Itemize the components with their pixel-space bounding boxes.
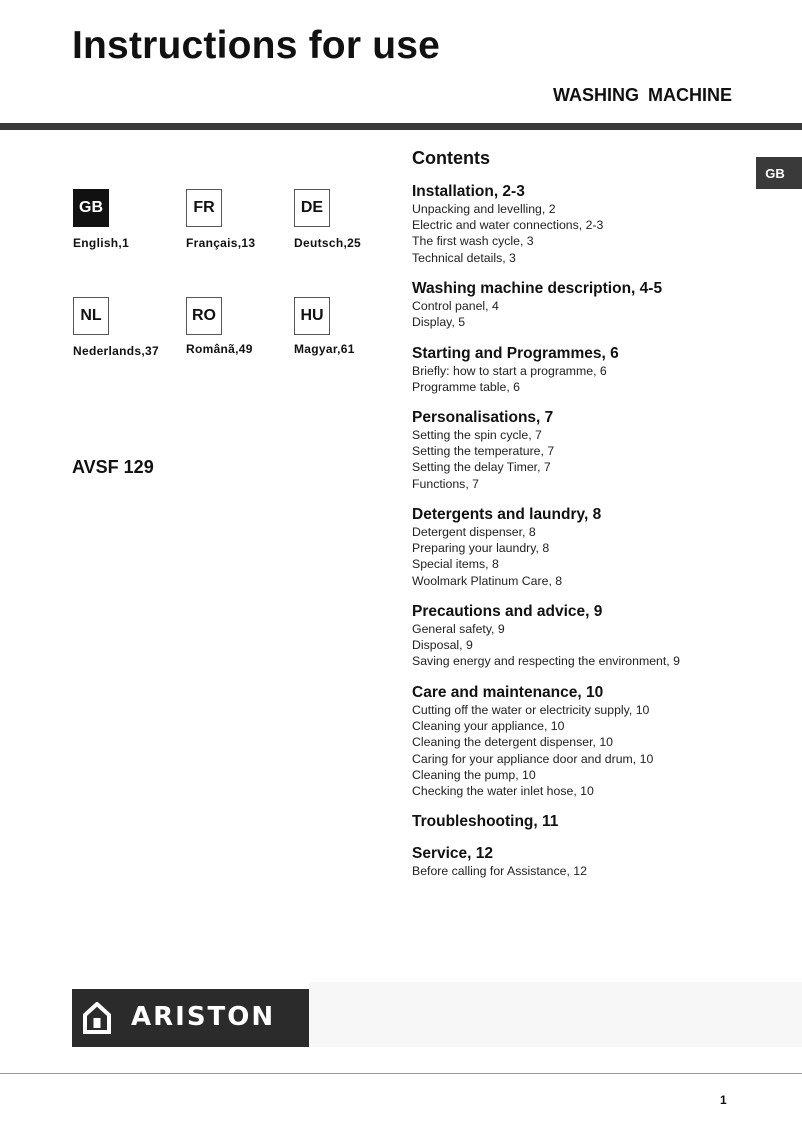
toc-item[interactable]: Special items, 8 <box>412 557 499 572</box>
footer-band <box>309 982 802 1047</box>
toc-item[interactable]: Preparing your laundry, 8 <box>412 541 550 556</box>
toc-section-title[interactable]: Service, 12 <box>412 845 494 862</box>
toc-section-title[interactable]: Personalisations, 7 <box>412 409 554 426</box>
toc-item[interactable]: Control panel, 4 <box>412 299 499 313</box>
toc-section-title[interactable]: Washing machine description, 4-5 <box>412 280 663 297</box>
lang-box-fr[interactable]: FR <box>186 189 222 227</box>
toc-item[interactable]: Before calling for Assistance, 12 <box>412 864 587 878</box>
toc-item[interactable]: Woolmark Platinum Care, 8 <box>412 573 563 588</box>
toc-section-title[interactable]: Troubleshooting, 11 <box>412 813 559 830</box>
language-side-tab[interactable]: GB <box>756 157 802 189</box>
lang-box-de[interactable]: DE <box>294 189 330 227</box>
toc-section-title[interactable]: Starting and Programmes, 6 <box>412 345 619 362</box>
toc-section-detergents <box>412 506 782 589</box>
toc-item[interactable]: Setting the spin cycle, 7 <box>412 428 542 442</box>
toc-section-service <box>412 845 782 879</box>
toc-section-title[interactable]: Detergents and laundry, 8 <box>412 506 602 523</box>
toc-item[interactable]: Technical details, 3 <box>412 250 516 265</box>
toc-item[interactable]: Electric and water connections, 2-3 <box>412 218 604 233</box>
page-number: 1 <box>720 1093 727 1107</box>
lang-label-de[interactable]: Deutsch,25 <box>294 236 362 250</box>
toc-item[interactable]: Unpacking and levelling, 2 <box>412 202 556 216</box>
toc-item[interactable]: Detergent dispenser, 8 <box>412 525 536 539</box>
toc-section-title[interactable]: Care and maintenance, 10 <box>412 684 604 701</box>
toc-item[interactable]: Disposal, 9 <box>412 638 473 653</box>
toc-item[interactable]: Programme table, 6 <box>412 380 520 395</box>
toc-section-title[interactable]: Installation, 2-3 <box>412 183 525 200</box>
model-number: AVSF 129 <box>72 457 154 477</box>
ariston-logo <box>72 989 309 1047</box>
toc-item[interactable]: Functions, 7 <box>412 476 479 491</box>
lang-label-hu[interactable]: Magyar,61 <box>294 342 355 356</box>
toc-item[interactable]: Caring for your appliance door and drum, 10 <box>412 751 654 766</box>
toc-section-care <box>412 684 782 799</box>
lang-box-ro[interactable]: RO <box>186 297 222 335</box>
contents-heading: Contents <box>412 148 490 168</box>
toc-item[interactable]: The first wash cycle, 3 <box>412 234 534 249</box>
header-divider <box>0 123 802 130</box>
lang-label-gb[interactable]: English,1 <box>73 236 130 250</box>
toc-section-installation <box>412 183 782 266</box>
toc-item[interactable]: Briefly: how to start a programme, 6 <box>412 364 607 378</box>
toc-item[interactable]: Cleaning the pump, 10 <box>412 767 536 782</box>
house-icon <box>82 1002 112 1034</box>
lang-box-hu[interactable]: HU <box>294 297 330 335</box>
toc-section-title[interactable]: Precautions and advice, 9 <box>412 603 603 620</box>
toc-item[interactable]: Checking the water inlet hose, 10 <box>412 784 594 799</box>
toc-item[interactable]: Cutting off the water or electricity supply, 10 <box>412 703 650 717</box>
toc-item[interactable]: Saving energy and respecting the environment, 9 <box>412 654 680 669</box>
toc-section-personalisations <box>412 409 782 492</box>
toc-item[interactable]: General safety, 9 <box>412 622 505 636</box>
toc-item[interactable]: Setting the delay Timer, 7 <box>412 460 551 475</box>
lang-label-fr[interactable]: Français,13 <box>186 236 256 250</box>
toc-section-precautions <box>412 603 782 670</box>
brand-name: ARISTON <box>131 1002 276 1032</box>
footer-divider <box>0 1073 802 1074</box>
toc-item[interactable]: Display, 5 <box>412 315 466 330</box>
toc-section-description <box>412 280 782 330</box>
lang-box-gb[interactable]: GB <box>73 189 109 227</box>
toc-item[interactable]: Cleaning your appliance, 10 <box>412 719 565 734</box>
lang-label-nl[interactable]: Nederlands,37 <box>73 344 159 358</box>
product-type: WASHING MACHINE <box>553 85 732 105</box>
toc-item[interactable]: Setting the temperature, 7 <box>412 444 555 459</box>
page-title: Instructions for use <box>72 24 441 67</box>
toc-item[interactable]: Cleaning the detergent dispenser, 10 <box>412 735 613 750</box>
toc-section-programmes <box>412 345 782 395</box>
toc-section-troubleshooting <box>412 813 782 831</box>
lang-label-ro[interactable]: Românã,49 <box>186 342 253 356</box>
lang-box-nl[interactable]: NL <box>73 297 109 335</box>
